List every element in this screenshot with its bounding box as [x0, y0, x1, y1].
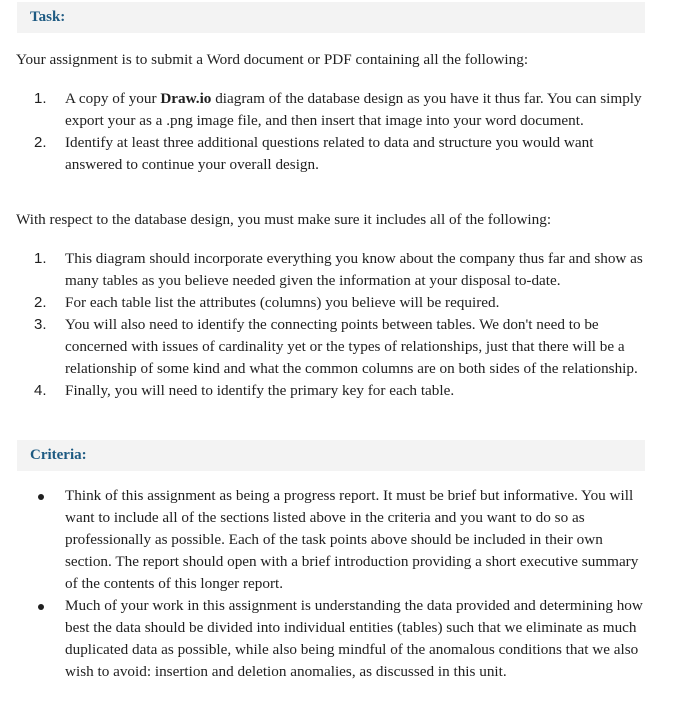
- task-item-text-after: diagram of the database design as you have it thus far. You can simply export your as a .png image file, and then insert that image into your word document.: [65, 90, 642, 129]
- list-number: 1.: [34, 90, 47, 107]
- design-item-2: [0, 292, 647, 314]
- task-item-2: [0, 132, 647, 176]
- bullet-icon: [38, 604, 44, 610]
- design-item-text: This diagram should incorporate everything you know about the company thus far and show as many tables as you believe needed given the information at your disposal to-date.: [65, 250, 643, 289]
- task-item-1: [0, 88, 647, 132]
- list-number: 1.: [34, 250, 47, 267]
- list-number: 3.: [34, 316, 47, 333]
- task-item-text: Identify at least three additional questions related to data and structure you would want answered to continue your overall design.: [65, 134, 594, 173]
- design-item-text: You will also need to identify the connecting points between tables. We don't need to be concerned with issues of cardinality yet or the types of relationships, just that there will be a relationship of some kind and what the common columns are on both sides of the relationship.: [65, 316, 638, 377]
- list-number: 4.: [34, 382, 47, 399]
- design-item-3: [0, 314, 647, 380]
- criteria-list: [0, 485, 689, 683]
- task-list: [0, 88, 689, 176]
- assignment-intro: Your assignment is to submit a Word document or PDF containing all the following:: [16, 51, 529, 68]
- task-header: Task:: [17, 2, 645, 33]
- criteria-item-text: Think of this assignment as being a progress report. It must be brief but informative. You will want to include all of the sections listed above in the criteria and you want to do so as professionally as possible. Each of the task points above should be included in their own section. The report should open with a brief introduction providing a short executive summary of the contents of this longer report.: [65, 487, 639, 592]
- criteria-item-2: [0, 595, 647, 683]
- drawio-text: Draw.io: [160, 90, 212, 107]
- design-item-text: For each table list the attributes (columns) you believe will be required.: [65, 294, 500, 311]
- bullet-icon: [38, 494, 44, 500]
- design-list: [0, 248, 689, 402]
- design-item-1: [0, 248, 647, 292]
- design-item-4: [0, 380, 647, 402]
- design-item-text: Finally, you will need to identify the primary key for each table.: [65, 382, 455, 399]
- criteria-item-1: [0, 485, 647, 595]
- design-intro: With respect to the database design, you must make sure it includes all of the following:: [16, 211, 552, 228]
- list-number: 2.: [34, 294, 47, 311]
- task-item-text-before: A copy of your: [65, 90, 161, 107]
- criteria-header: Criteria:: [17, 440, 645, 471]
- list-number: 2.: [34, 134, 47, 151]
- criteria-item-text: Much of your work in this assignment is understanding the data provided and determining how best the data should be divided into individual entities (tables) such that we eliminate as much duplicated data as possible, while also being mindful of the anomalous conditions that we also wish to avoid: insertion and deletion anomalies, as discussed in this unit.: [65, 597, 643, 680]
